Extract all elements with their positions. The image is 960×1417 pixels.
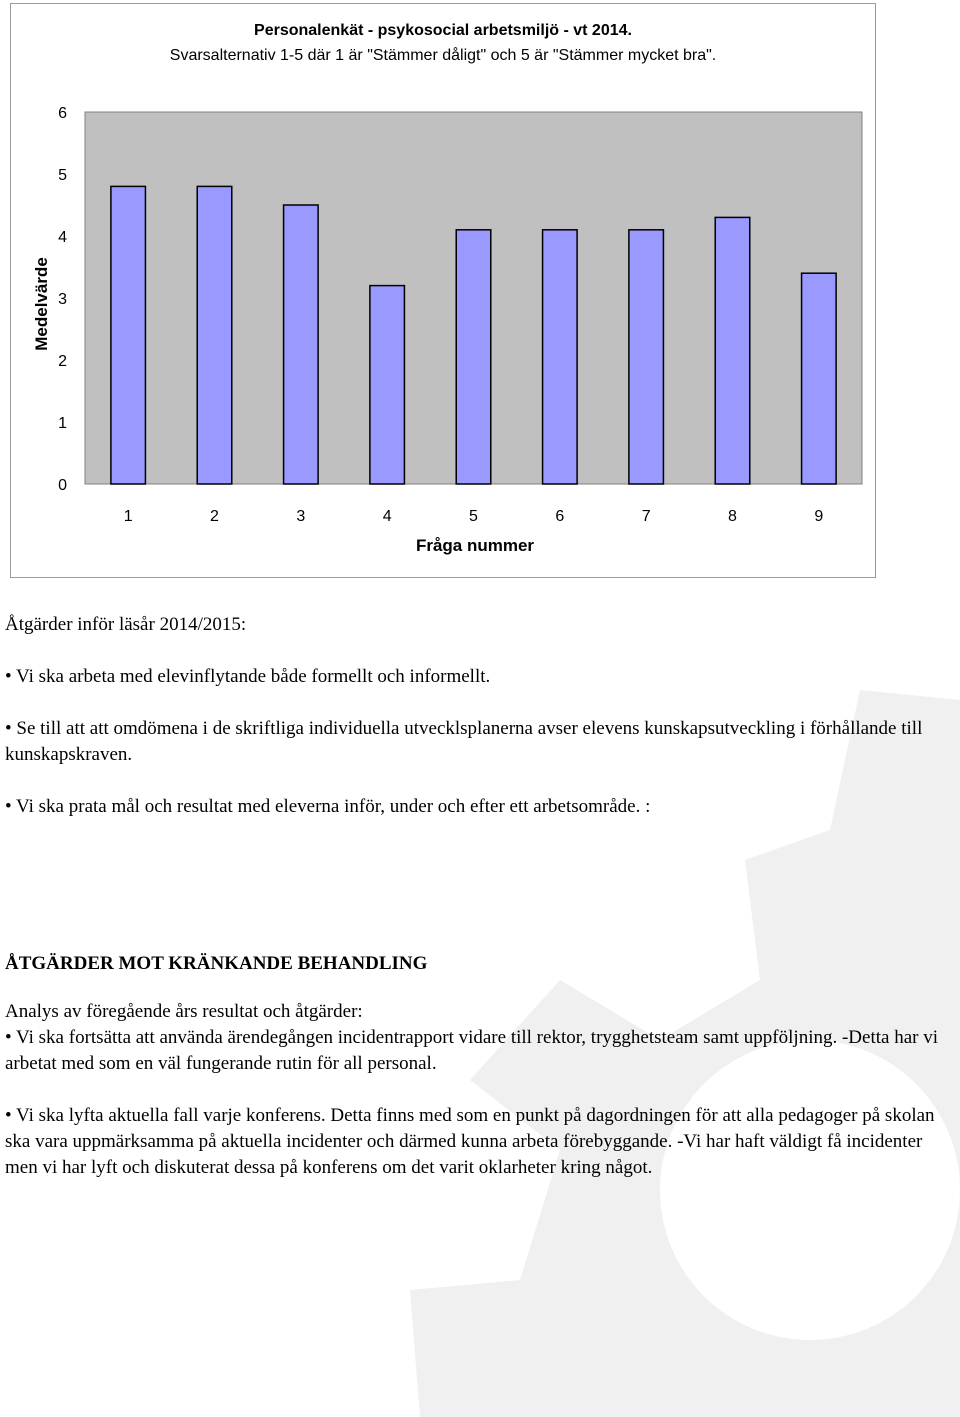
y-tick-label: 6	[58, 105, 67, 122]
bar-question-9	[802, 273, 837, 484]
bar-chart	[11, 4, 875, 577]
y-tick-label: 5	[58, 167, 67, 184]
x-tick-label: 8	[728, 508, 737, 525]
x-tick-label: 4	[382, 508, 392, 525]
bar-question-8	[715, 217, 750, 484]
list-item: • Se till att att omdömena i de skriftliga individuella utvecklsplanerna avser elevens kunskapsutveckling i förhållande till kunskapskraven.	[5, 718, 923, 765]
y-axis-label: Medelvärde	[32, 257, 51, 351]
x-tick-label: 7	[641, 508, 651, 525]
list-item: • Vi ska arbeta med elevinflytande både formellt och informellt.	[5, 666, 491, 687]
bar-question-5	[456, 230, 491, 484]
bar-question-1	[111, 186, 146, 484]
x-axis-label: Fråga nummer	[415, 536, 535, 555]
y-tick-label: 3	[58, 291, 67, 308]
chart-title: Personalenkät - psykosocial arbetsmiljö - vt 2014.	[254, 22, 632, 39]
x-tick-label: 5	[469, 508, 478, 525]
x-tick-label: 1	[123, 508, 133, 525]
x-tick-label: 3	[296, 508, 306, 525]
x-tick-label: 9	[814, 508, 824, 525]
bar-question-4	[370, 286, 405, 484]
section1-heading: Åtgärder inför läsår 2014/2015:	[5, 614, 247, 635]
bar-question-2	[197, 186, 232, 484]
bar-question-3	[284, 205, 319, 484]
list-item: • Vi ska prata mål och resultat med eleverna inför, under och efter ett arbetsområde. :	[5, 796, 651, 817]
x-tick-label: 2	[210, 508, 219, 525]
x-tick-label: 6	[555, 508, 565, 525]
bar-question-6	[543, 230, 578, 484]
bar-question-7	[629, 230, 664, 484]
chart-subtitle: Svarsalternativ 1-5 där 1 är "Stämmer dåligt" och 5 är "Stämmer mycket bra".	[169, 47, 717, 64]
section2-subheading: Analys av föregående års resultat och åtgärder:	[5, 1001, 363, 1022]
list-item: • Vi ska lyfta aktuella fall varje konferens. Detta finns med som en punkt på dagordningen för att alla pedagoger på skolan ska vara uppmärksamma på aktuella incidenter och därmed kunna arbeta förebyggande. -Vi har haft väldigt få incidenter men vi har lyft och diskuterat dessa på konferens om det varit oklarheter kring något.	[5, 1105, 935, 1178]
section2-heading: ÅTGÄRDER MOT KRÄNKANDE BEHANDLING	[5, 953, 428, 974]
list-item: • Vi ska fortsätta att använda ärendegången incidentrapport vidare till rektor, trygghetsteam samt uppföljning. -Detta har vi arbetat med som en väl fungerande rutin för all personal.	[5, 1027, 938, 1074]
y-tick-label: 0	[58, 477, 67, 494]
y-tick-label: 2	[58, 353, 67, 370]
y-tick-label: 4	[58, 229, 67, 246]
y-tick-label: 1	[58, 415, 67, 432]
chart-frame	[10, 3, 876, 578]
